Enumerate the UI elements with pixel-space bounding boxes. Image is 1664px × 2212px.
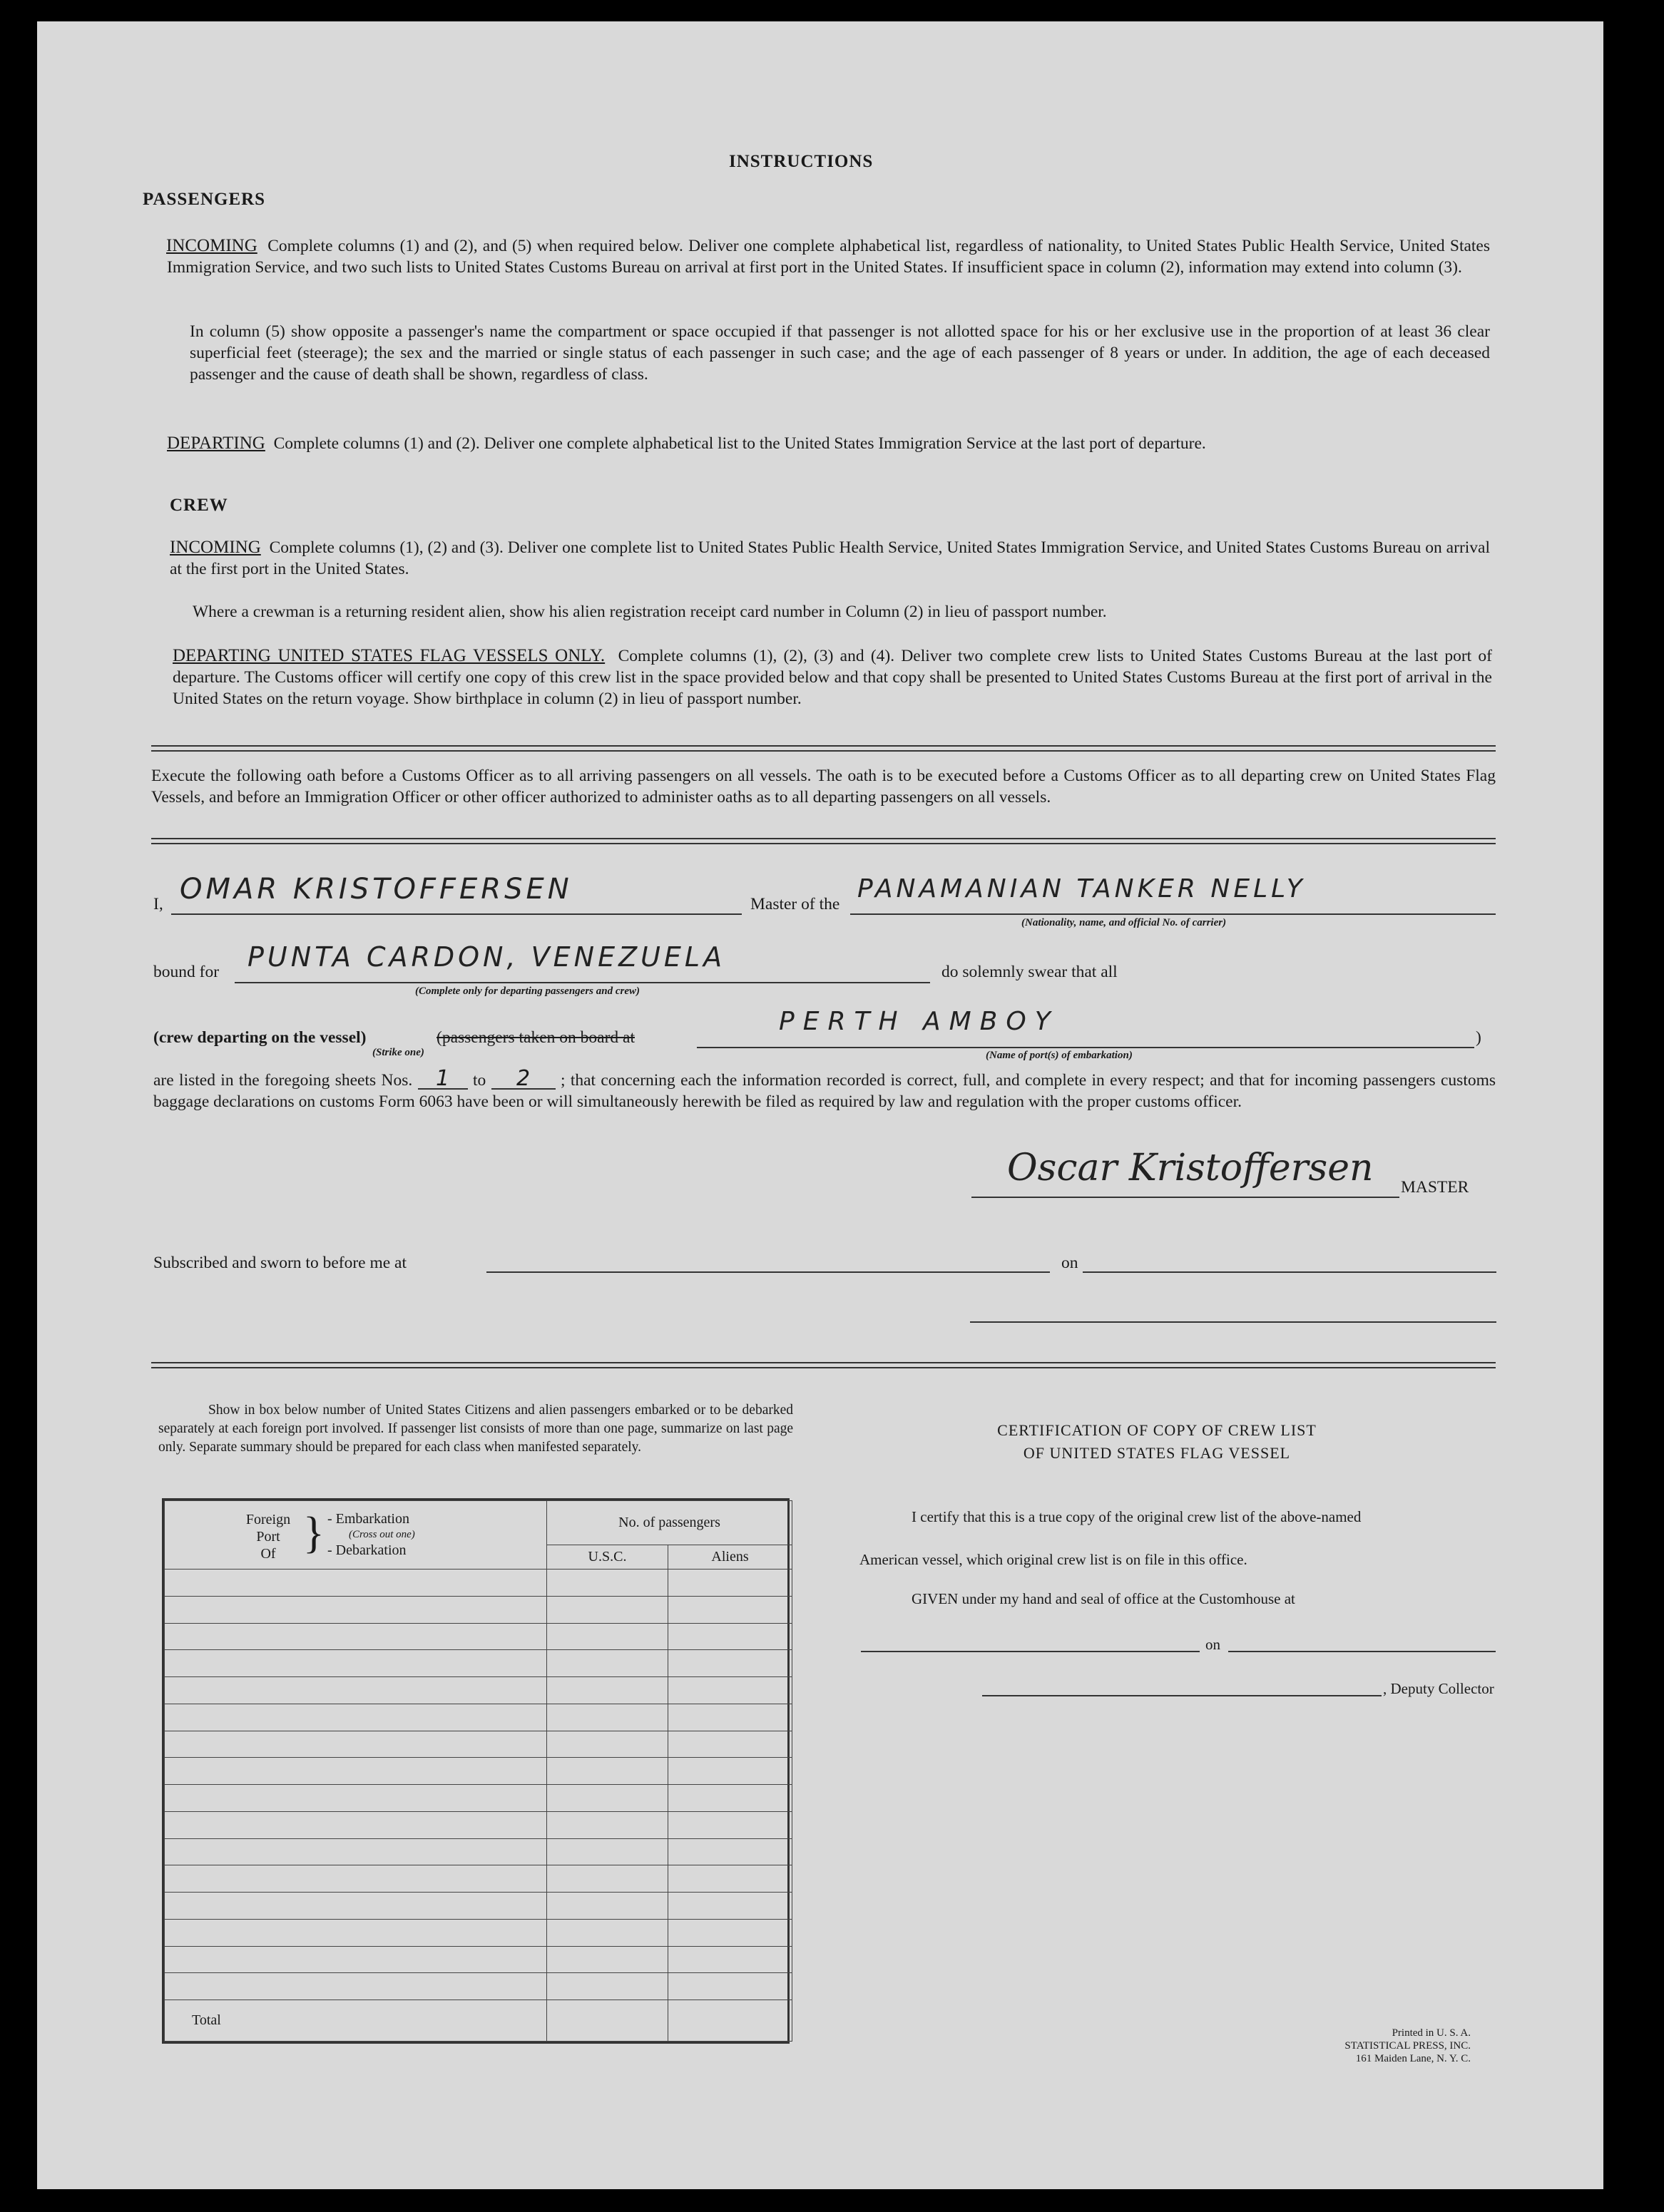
port-cell[interactable] <box>165 1650 547 1677</box>
aliens-cell[interactable] <box>668 1973 792 2000</box>
crew-departing-text: Complete columns (1), (2), (3) and (4). Deliver two complete crew lists to United States Customs Bureau at the last port of departure. The Customs officer will certify one copy of this crew list in the space provided below and that copy shall be presented to United States Customs Bureau at the first port of arrival in the United States on the return voyage. Show birthplace in column (2) in lieu of passport number. <box>173 647 1493 708</box>
port-cell[interactable] <box>165 1919 547 1946</box>
aliens-cell[interactable] <box>668 1865 792 1893</box>
usc-cell[interactable] <box>547 1838 668 1865</box>
crew-incoming-label: INCOMING <box>170 538 261 557</box>
passenger-summary-table <box>162 1498 790 2044</box>
oath-intro-paragraph: Execute the following oath before a Customs Officer as to all arriving passengers on all vessels. The oath is to be executed before a Customs Officer as to all departing crew on United States Flag Vessels, and before an Immigration Officer or other officer authorized to administer oaths as to all departing passengers on all vessels. <box>151 767 1496 807</box>
port-cell[interactable] <box>165 1838 547 1865</box>
port-cell[interactable] <box>165 1570 547 1597</box>
i-label: I, <box>153 895 163 913</box>
summary-grid <box>164 1500 792 2042</box>
sheets-listed-label: are listed in the foregoing sheets Nos. <box>153 1071 413 1090</box>
sheets-paragraph <box>153 1066 1496 1112</box>
vessel-caption: (Nationality, name, and official No. of carrier) <box>1021 917 1227 928</box>
usc-cell[interactable] <box>547 1758 668 1785</box>
sheet-from-field[interactable]: 1 <box>418 1070 468 1090</box>
subscribed-on-label: on <box>1061 1254 1078 1272</box>
debarkation-option[interactable]: - Debarkation <box>327 1542 407 1558</box>
aliens-header: Aliens <box>668 1545 792 1570</box>
usc-cell[interactable] <box>547 1704 668 1731</box>
certification-title-line2: OF UNITED STATES FLAG VESSEL <box>1023 1444 1291 1462</box>
aliens-cell[interactable] <box>668 1758 792 1785</box>
subscribed-label: Subscribed and sworn to before me at <box>153 1254 407 1272</box>
aliens-cell[interactable] <box>668 1677 792 1704</box>
port-cell[interactable] <box>165 1758 547 1785</box>
destination-caption: (Complete only for departing passengers and crew) <box>415 985 640 997</box>
table-row <box>165 1893 792 1920</box>
usc-cell[interactable] <box>547 1596 668 1623</box>
certification-date-line[interactable] <box>1228 1651 1496 1652</box>
deputy-collector-line[interactable] <box>982 1695 1382 1696</box>
crew-incoming-text: Complete columns (1), (2) and (3). Deliver one complete list to United States Public Health Service, United States Immigration Service, and United States Customs Bureau on arrival at the first port in the United States. <box>170 538 1491 578</box>
total-aliens-cell[interactable] <box>668 2000 792 2042</box>
printer-imprint <box>1278 2027 1471 2065</box>
port-close-paren: ) <box>1476 1028 1481 1047</box>
printer-line2: STATISTICAL PRESS, INC. <box>1344 2040 1471 2052</box>
subscribed-date-line[interactable] <box>1083 1271 1496 1273</box>
table-row <box>165 1623 792 1650</box>
master-of-label: Master of the <box>750 895 840 913</box>
customhouse-line[interactable] <box>861 1651 1200 1652</box>
printer-line1: Printed in U. S. A. <box>1392 2027 1471 2039</box>
bound-for-label: bound for <box>153 963 220 981</box>
aliens-cell[interactable] <box>668 1893 792 1920</box>
signature-line <box>971 1197 1399 1198</box>
vessel-field[interactable]: PANAMANIAN TANKER NELLY <box>857 874 1306 903</box>
vessel-line <box>850 913 1496 915</box>
strike-caption: (Strike one) <box>372 1047 424 1058</box>
table-row <box>165 1596 792 1623</box>
table-row <box>165 1865 792 1893</box>
port-caption: (Name of port(s) of embarkation) <box>986 1050 1133 1061</box>
master-label: MASTER <box>1401 1178 1469 1197</box>
crew-heading: CREW <box>170 496 228 515</box>
aliens-cell[interactable] <box>668 1596 792 1623</box>
port-cell[interactable] <box>165 1731 547 1758</box>
crew-incoming-paragraph <box>170 537 1490 580</box>
table-row <box>165 1946 792 1973</box>
passengers-incoming-paragraph <box>167 235 1490 278</box>
usc-header: U.S.C. <box>547 1545 668 1570</box>
usc-cell[interactable] <box>547 1677 668 1704</box>
cross-out-caption: (Cross out one) <box>349 1529 415 1540</box>
divider-summary <box>151 1362 1496 1368</box>
port-cell[interactable] <box>165 1811 547 1838</box>
table-row <box>165 1650 792 1677</box>
passengers-heading: PASSENGERS <box>143 190 266 209</box>
master-name-line <box>171 913 742 915</box>
passengers-departing-text: Complete columns (1) and (2). Deliver one complete alphabetical list to the United States Immigration Service at the last port of departure. <box>273 434 1206 453</box>
printer-line3: 161 Maiden Lane, N. Y. C. <box>1355 2053 1471 2064</box>
passengers-option: (passengers taken on board at <box>437 1028 635 1047</box>
aliens-cell[interactable] <box>668 1704 792 1731</box>
foreign-label: Foreign <box>245 1512 291 1527</box>
brace-icon: } <box>303 1509 325 1557</box>
certify-text-2: American vessel, which original crew list is on file in this office. <box>859 1551 1247 1568</box>
given-text: GIVEN under my hand and seal of office at the Customhouse at <box>912 1590 1295 1607</box>
sheets-to-label: to <box>472 1071 486 1090</box>
column5-paragraph: In column (5) show opposite a passenger's name the compartment or space occupied if that passenger is not allotted space for his or her exclusive use in the proportion of at least 36 clear superficial feet (steerage); the sex and the married or single status of each passenger in such case; and the age of each passenger of 8 years or under. In addition, the age of each deceased passenger and the cause of death shall be shown, regardless of class. <box>190 322 1490 384</box>
port-cell[interactable] <box>165 1785 547 1812</box>
certification-on-label: on <box>1205 1636 1220 1653</box>
table-row <box>165 1570 792 1597</box>
passengers-incoming-text: Complete columns (1) and (2), and (5) when required below. Deliver one complete alphabetical list, regardless of nationality, to United States Public Health Service, United States Immigration Service, and two such lists to United States Customs Bureau on arrival at first port in the United States. If insufficient space in column (2), information may extend into column (3). <box>167 237 1491 277</box>
subscribed-place-line[interactable] <box>486 1271 1050 1273</box>
table-row <box>165 1731 792 1758</box>
port-cell[interactable] <box>165 1973 547 2000</box>
summary-instructions: Show in box below number of United States Citizens and alien passengers embarked or to be debarked separately at each foreign port involved. If passenger list consists of more than one page, summarize on last page only. Separate summary should be prepared for each class when manifested separately. <box>158 1403 793 1455</box>
port-cell[interactable] <box>165 1865 547 1893</box>
passengers-departing-label: DEPARTING <box>167 434 265 453</box>
deputy-collector-label: , Deputy Collector <box>1383 1680 1494 1697</box>
port-cell[interactable] <box>165 1893 547 1920</box>
foreign-port-header <box>165 1501 547 1570</box>
certification-title-line1: CERTIFICATION OF COPY OF CREW LIST <box>997 1421 1317 1439</box>
table-row <box>165 1758 792 1785</box>
total-usc-cell[interactable] <box>547 2000 668 2042</box>
crew-departing-option: (crew departing on the vessel) <box>153 1028 367 1047</box>
port-field[interactable]: PERTH AMBOY <box>779 1007 1059 1036</box>
aliens-cell[interactable] <box>668 1785 792 1812</box>
concerning-text: ; that concerning each the information recorded is correct, full, and complete in every respect; and that for incoming passengers customs baggage declarations on customs Form 6063 have been or will simultaneously herewith be filed as required by law and regulation with the proper customs officer. <box>153 1071 1496 1111</box>
certify-text-1: I certify that this is a true copy of the original crew list of the above-named <box>912 1508 1362 1525</box>
divider-oath <box>151 838 1496 844</box>
no-of-passengers-header: No. of passengers <box>547 1501 792 1545</box>
usc-cell[interactable] <box>547 1570 668 1597</box>
sheet-to-field[interactable]: 2 <box>491 1070 556 1090</box>
form-sheet <box>37 21 1603 2189</box>
certification-title <box>936 1419 1378 1465</box>
aliens-cell[interactable] <box>668 1811 792 1838</box>
table-row <box>165 1704 792 1731</box>
usc-cell[interactable] <box>547 1865 668 1893</box>
usc-cell[interactable] <box>547 1650 668 1677</box>
table-row <box>165 1677 792 1704</box>
aliens-cell[interactable] <box>668 1838 792 1865</box>
port-cell[interactable] <box>165 1704 547 1731</box>
embark-options <box>327 1511 415 1558</box>
destination-line <box>235 982 930 983</box>
passengers-incoming-label: INCOMING <box>166 236 257 255</box>
table-row <box>165 1838 792 1865</box>
passengers-departing-paragraph <box>167 433 1490 454</box>
total-label: Total <box>165 2000 547 2042</box>
port-label: Port <box>256 1529 280 1545</box>
destination-field[interactable]: PUNTA CARDON, VENEZUELA <box>247 941 726 973</box>
table-row <box>165 1811 792 1838</box>
table-row <box>165 1973 792 2000</box>
master-signature[interactable]: Oscar Kristoffersen <box>1007 1147 1374 1189</box>
usc-cell[interactable] <box>547 1973 668 2000</box>
usc-cell[interactable] <box>547 1785 668 1812</box>
port-line <box>697 1047 1474 1048</box>
crew-departing-label: DEPARTING UNITED STATES FLAG VESSELS ONLY. <box>173 646 606 665</box>
aliens-cell[interactable] <box>668 1623 792 1650</box>
usc-cell[interactable] <box>547 1623 668 1650</box>
master-name-field[interactable]: OMAR KRISTOFFERSEN <box>180 873 573 906</box>
of-label: Of <box>260 1546 276 1562</box>
instructions-title: INSTRUCTIONS <box>729 152 874 171</box>
usc-cell[interactable] <box>547 1946 668 1973</box>
divider-instructions <box>151 745 1496 752</box>
table-row <box>165 1919 792 1946</box>
port-cell[interactable] <box>165 1596 547 1623</box>
total-row <box>165 2000 792 2042</box>
port-cell[interactable] <box>165 1623 547 1650</box>
usc-cell[interactable] <box>547 1893 668 1920</box>
usc-cell[interactable] <box>547 1731 668 1758</box>
aliens-cell[interactable] <box>668 1946 792 1973</box>
swear-label: do solemnly swear that all <box>941 963 1118 981</box>
aliens-cell[interactable] <box>668 1731 792 1758</box>
officer-signature-line[interactable] <box>970 1321 1496 1323</box>
port-cell[interactable] <box>165 1677 547 1704</box>
port-cell[interactable] <box>165 1946 547 1973</box>
usc-cell[interactable] <box>547 1919 668 1946</box>
aliens-cell[interactable] <box>668 1919 792 1946</box>
aliens-cell[interactable] <box>668 1650 792 1677</box>
aliens-cell[interactable] <box>668 1570 792 1597</box>
embarkation-option[interactable]: - Embarkation <box>327 1511 409 1527</box>
crew-resident-paragraph: Where a crewman is a returning resident alien, show his alien registration receipt card number in Column (2) in lieu of passport number. <box>193 603 1107 621</box>
crew-departing-paragraph <box>173 645 1492 710</box>
foreign-port-of-label <box>236 1511 300 1562</box>
usc-cell[interactable] <box>547 1811 668 1838</box>
table-row <box>165 1785 792 1812</box>
